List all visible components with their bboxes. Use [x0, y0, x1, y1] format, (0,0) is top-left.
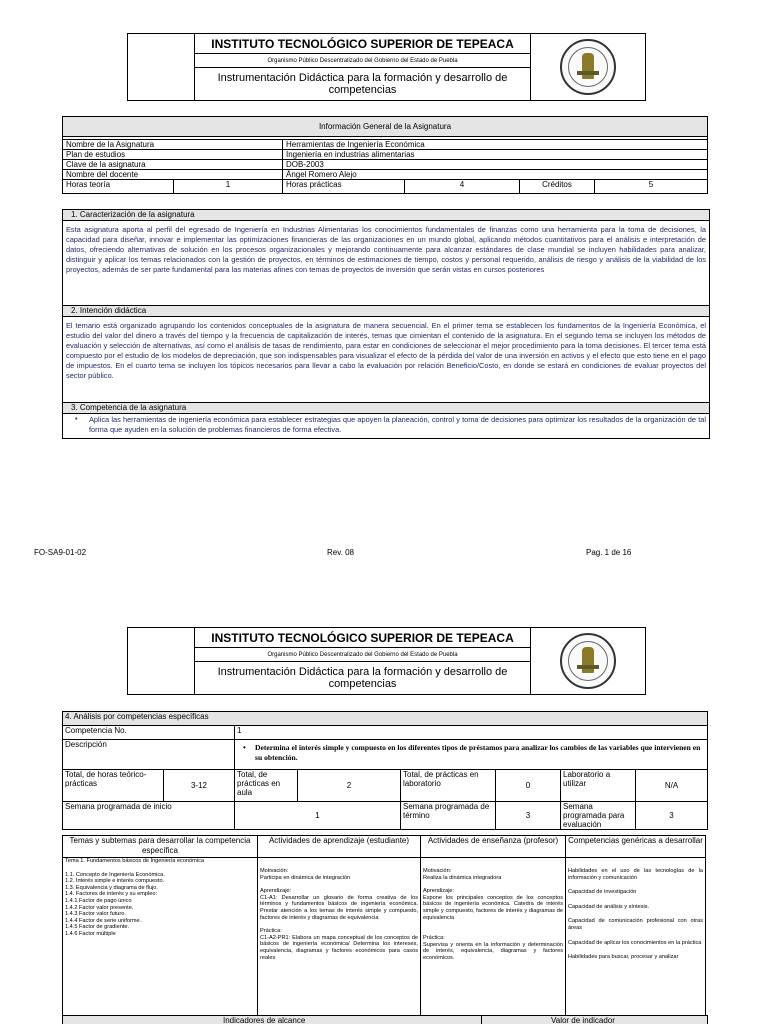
info-row: Plan de estudios Ingeniería en industrias alimentarias — [63, 150, 708, 160]
bullet-icon: • — [243, 743, 246, 752]
genericas-cell: Habilidades en el uso de las tecnologías de la información y comunicación Capacidad de investigación Capacidad de análisis y síntesis. Capacidad de comunicación profesional con otras áreas Capacidad de aplicar los conocimientos en la práctica Habilidades para buscar, procesar y analizar — [566, 858, 706, 1016]
analysis-title: 4. Análisis por competencias específicas — [63, 712, 708, 726]
col-estudiante: Actividades de aprendizaje (estudiante) — [258, 836, 421, 858]
info-row: Nombre del docente Ángel Romero Alejo — [63, 170, 708, 180]
organism-subtitle: Organismo Público Descentralizado del Gobierno del Estado de Puebla — [195, 648, 531, 662]
section2-title: 2. Intención didáctica — [63, 305, 709, 317]
info-row: Nombre de la Asignatura Herramientas de Ingeniería Económica — [63, 140, 708, 150]
general-info-table — [62, 116, 708, 194]
col-profesor: Actividades de enseñanza (profesor) — [421, 836, 566, 858]
valor-label: Valor de indicador — [551, 1016, 615, 1024]
credits-value: 5 — [595, 180, 708, 194]
general-info-title: Información General de la Asignatura — [63, 117, 708, 137]
footer-page: Pag. 1 de 16 — [586, 548, 632, 557]
section1-body: Esta asignatura aporta al perfil del egresado de Ingeniería en Industrias Alimentarias los conocimientos fundamentales de finanzas como una herramienta para la toma de decisiones, la capacidad para diseñar, innovar e implementar las optimizaciones financieras de las organizaciones en un mundo global, aplicando métodos cuantitativos para el análisis e interpretación de datos, ofreciendo alternativas de solución en los procesos organizacionales y mejorando continuamente para alcanzar estándares de clase mundial se incluyen habilidades para analizar, distinguir y aplicar los temas relacionados con la gestión de proyectos, en términos de estimaciones de tiempo, costos y personal requerido, análisis de riesgo y análisis de la viabilidad de los proyectos, además de ser parte fundamental para las materias afines con temas de proyectos de inversión que serán vistas en cursos posteriores — [66, 225, 706, 275]
indicators-header — [62, 1015, 708, 1024]
bullet-icon: • — [75, 414, 78, 423]
credits-label: Créditos — [520, 180, 595, 194]
section2-body: El temario está organizado agrupando los contenidos conceptuales de la asignatura de manera secuencial. En el primer tema se establecen los fundamentos de la Ingeniería Económica, el estudio del valor del dinero a través del tiempo y la frecuencia de capitalización de interés, temas que cimientan el contenido de la asignatura. En el segundo tema se incluyen los métodos de evaluación y selección de alternativas, así como el análisis de tasas de rendimiento, para estar en condiciones de seleccionar el mejor procedimiento para la toma decisiones. El tercer tema está compuesto por el estudio de los modelos de depreciación, que son indispensables para visualizar el efecto de la pérdida del valor de una inversión en activos y el efecto que esto tiene en el pago de impuestos. En el cuarto tema se incluyen los tópicos necesarios para llevar a cabo la evaluación por relación Beneficio/Costo, en donde se estará en condiciones de evaluar proyectos del sector público. — [66, 321, 706, 381]
seal-cell — [531, 34, 646, 101]
competency-analysis-table: 4. Análisis por competencias específicas Competencia No. 1 Descripción • Determina el interés simple y compuesto en los diferentes tipos de préstamos para analizar los cambios de las variables que intervienen en su obtención. Total, de horas teórico-prácticas 3-12 Total, de prácticas en aula 2 Total, de prácticas en laboratorio 0 Laboratorio a utilizar N/A Semana programada de inicio 1 Semana programada de término 3 Semana programada para evaluación 3 — [62, 711, 708, 830]
col-temas: Temas y subtemas para desarrollar la competencia específica — [63, 836, 258, 858]
estudiante-cell: Motivación: Participa en dinámica de integración Aprendizaje: C1-A1: Desarrollar un glosario de forma creativa de los términos y fundamentos básicos de ingeniería económica. Prestar atención a los temas de interés simple y compuesto, factores de interés y diagramas de equivalencia Práctica: C1-A2-PR1: Elabora un mapa conceptual de los conceptos de básicos de ingeniería económica/ Determina los intereses, equivalencia, diagramas y factores económicos para casos reales — [258, 858, 421, 1016]
practice-hours-value: 4 — [405, 180, 520, 194]
sections-block — [62, 209, 710, 439]
instrumentation-title: Instrumentación Didáctica para la formación y desarrollo de competencias — [195, 68, 531, 101]
organism-subtitle: Organismo Público Descentralizado del Gobierno del Estado de Puebla — [195, 54, 531, 68]
info-row: Clave de la asignatura DOB-2003 — [63, 160, 708, 170]
activities-table — [62, 835, 706, 1016]
temas-cell: Tema 1. Fundamentos básicos de Ingeniería económica 1.1. Concepto de Ingeniería Económica. 1.2. Interés simple e interés compuesto. 1.3. Equivalencia y diagrama de flujo. 1.4. Factores de interés y su empleo: 1.4.1 Factor de pago único 1.4.2 Factor valor presente. 1.4.3 Factor valor futuro. 1.4.4 Factor de serie uniforme. 1.4.5 Factor de gradiente. 1.4.6 Factor múltiple — [63, 858, 258, 1016]
seal-cell — [531, 628, 646, 695]
institute-seal-icon — [560, 39, 616, 95]
footer-rev: Rev. 08 — [327, 548, 354, 557]
practice-hours-label: Horas prácticas — [283, 180, 405, 194]
institute-title: INSTITUTO TECNOLÓGICO SUPERIOR DE TEPEACA — [195, 628, 531, 648]
hours-row — [63, 180, 708, 194]
profesor-cell: Motivación: Realiza la dinámica integradora Aprendizaje: Expone los principales conceptos de los conceptos básicos de ingeniería económica. Catedra de interés simple y compuesto, factores de interés y diagramas de equivalencia Práctica: Supervisa y orienta en la información y determinación de interés, equivalencia, diagramas y factores económicos. — [421, 858, 566, 1016]
instrumentation-title: Instrumentación Didáctica para la formación y desarrollo de competencias — [195, 662, 531, 695]
indicadores-label: Indicadores de alcance — [223, 1016, 306, 1024]
section3-body: • Aplica las herramientas de ingeniería económica para establecer estrategias que apoyen la planeación, control y toma de decisiones para optimizar los resultados de la organización de tal forma que ayuden en la solución de problemas financieros de forma efectiva. — [75, 414, 706, 435]
institute-seal-icon — [560, 633, 616, 689]
col-genericas: Competencias genéricas a desarrollar — [566, 836, 706, 858]
activities-clip — [62, 835, 708, 1024]
section3-title: 3. Competencia de la asignatura — [63, 402, 709, 414]
competency-description: Determina el interés simple y compuesto en los diferentes tipos de préstamos para analizar los cambios de las variables que intervienen en su obtención. — [255, 743, 701, 762]
theory-hours-value: 1 — [174, 180, 283, 194]
footer-code: FO-SA9-01-02 — [34, 548, 87, 557]
section1-title: 1. Caracterización de la asignatura — [63, 210, 709, 221]
theory-hours-label: Horas teoría — [63, 180, 174, 194]
page2-header — [127, 627, 646, 695]
institute-title: INSTITUTO TECNOLÓGICO SUPERIOR DE TEPEACA — [195, 34, 531, 54]
competency-number: 1 — [235, 726, 708, 740]
page1-header — [127, 33, 646, 101]
